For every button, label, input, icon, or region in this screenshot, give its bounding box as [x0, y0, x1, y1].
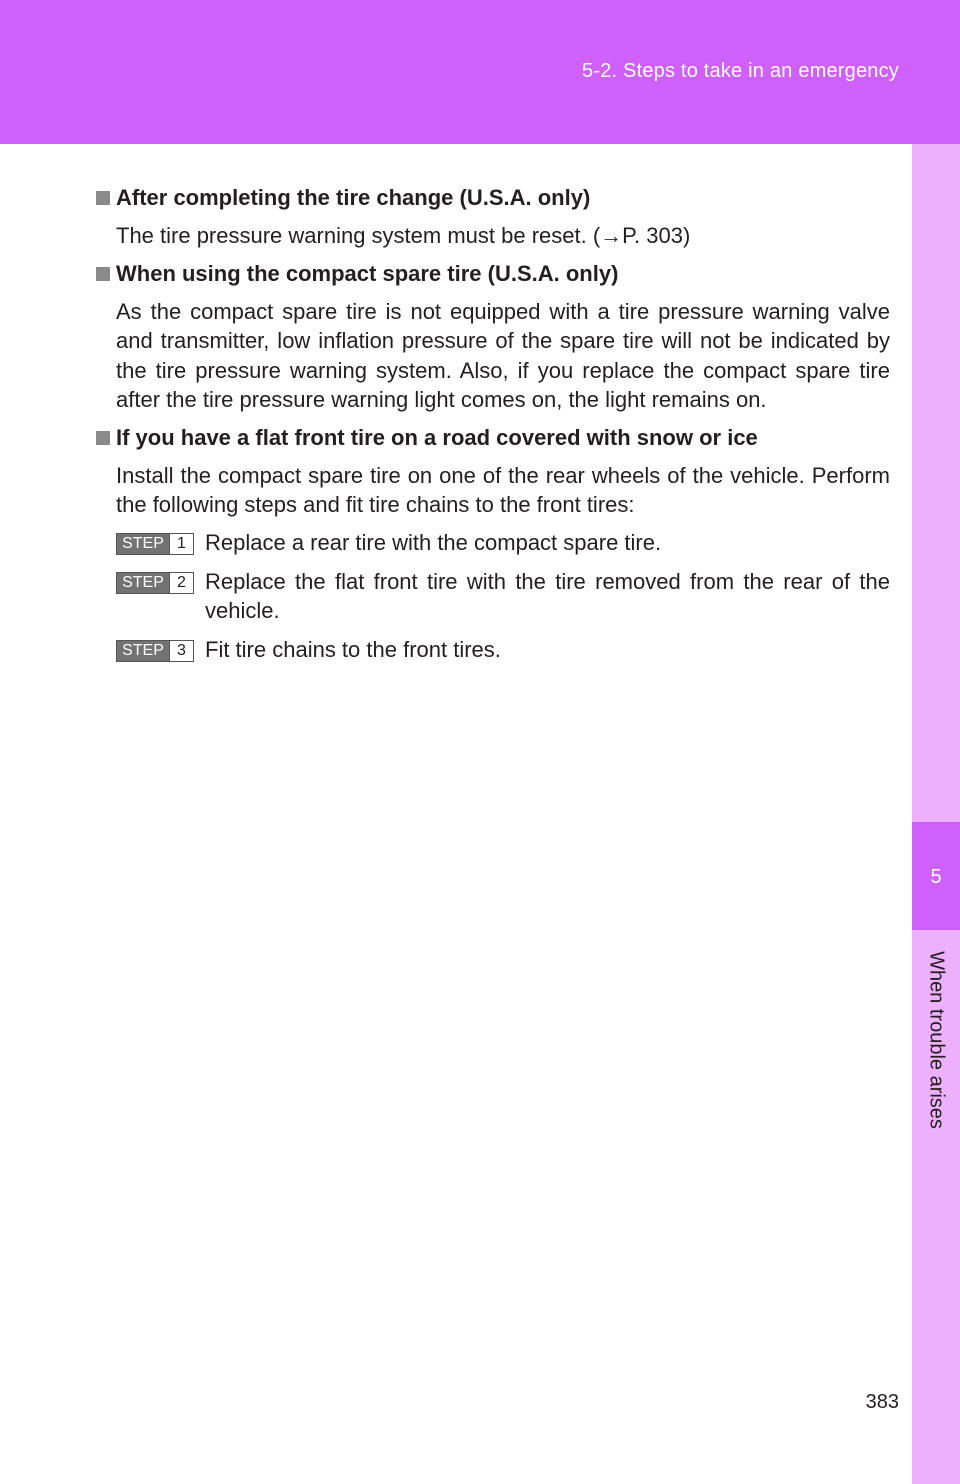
step-text: Replace a rear tire with the compact spare tire. — [205, 529, 662, 555]
step-text: Replace the flat front tire with the tire removed from the rear of the vehicle. — [205, 568, 890, 623]
section-heading — [96, 183, 890, 213]
side-strip — [912, 144, 960, 1484]
step-label: STEP — [117, 573, 169, 593]
step-item — [116, 567, 890, 626]
step-badge — [116, 640, 194, 662]
step-item — [116, 528, 890, 558]
step-label: STEP — [117, 641, 169, 661]
paragraph: Install the compact spare tire on one of the rear wheels of the vehicle. Perform the following steps and fit tire chains to the front tires: — [116, 462, 890, 517]
square-bullet-icon — [96, 191, 110, 205]
step-number: 1 — [169, 534, 193, 554]
chapter-title: When trouble arises — [925, 951, 948, 1129]
square-bullet-icon — [96, 431, 110, 445]
heading-text: If you have a flat front tire on a road covered with snow or ice — [116, 424, 758, 450]
square-bullet-icon — [96, 267, 110, 281]
section-heading — [96, 423, 890, 453]
page-header — [0, 0, 960, 144]
step-number: 3 — [169, 641, 193, 661]
heading-text: When using the compact spare tire (U.S.A. only) — [116, 260, 619, 286]
paragraph: The tire pressure warning system must be reset. (→P. 303) — [116, 223, 691, 248]
chapter-number: 5 — [930, 866, 942, 888]
step-text: Fit tire chains to the front tires. — [205, 636, 501, 662]
chapter-tab — [912, 822, 960, 930]
page-number: 383 — [865, 1391, 899, 1413]
section-heading — [96, 259, 890, 289]
step-label: STEP — [117, 534, 169, 554]
heading-text: After completing the tire change (U.S.A. only) — [116, 185, 591, 210]
step-number: 2 — [169, 573, 193, 593]
step-badge — [116, 572, 194, 594]
step-item — [116, 635, 890, 665]
section-title: 5-2. Steps to take in an emergency — [582, 60, 899, 82]
paragraph: As the compact spare tire is not equipped with a tire pressure warning valve and transmitter, low inflation pressure of the spare tire will not be indicated by the tire pressure warning system. Also, if you replace the compact spare tire after the tire pressure warning light comes on, the light remains on. — [116, 298, 890, 412]
step-badge — [116, 533, 194, 555]
page-content — [96, 183, 890, 674]
